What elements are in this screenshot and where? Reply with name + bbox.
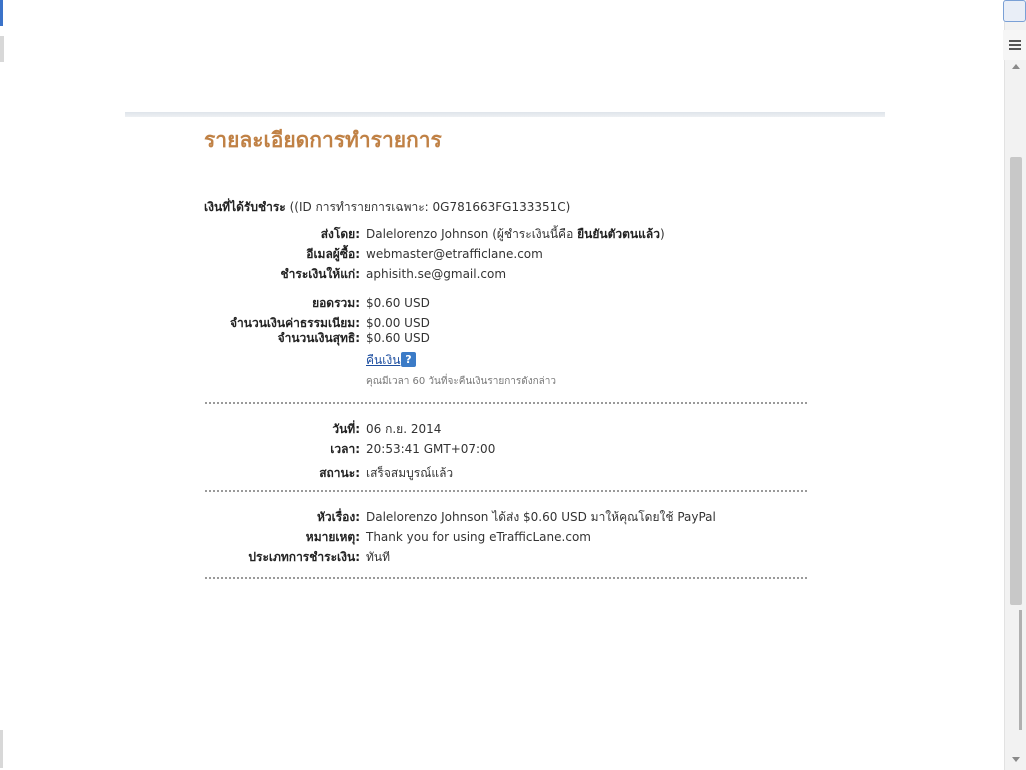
total-label: ยอดรวม:: [312, 296, 360, 310]
hamburger-menu-icon: [1009, 38, 1021, 52]
subject-value: Dalelorenzo Johnson ได้ส่ง $0.60 USD มาให้คุณโดยใช้ PayPal: [366, 510, 716, 524]
page-title: รายละเอียดการทำรายการ: [204, 128, 442, 152]
refund-period-note: คุณมีเวลา 60 วันที่จะคืนเงินรายการดังกล่าว: [366, 376, 557, 387]
time-value: 20:53:41 GMT+07:00: [366, 442, 496, 456]
scrollbar-track-segment: [1019, 610, 1022, 730]
transaction-id: ((ID การทำรายการเฉพาะ: 0G781663FG133351C): [289, 200, 571, 214]
browser-tab-button[interactable]: [1003, 0, 1026, 22]
note-value: Thank you for using eTrafficLane.com: [366, 530, 591, 544]
sender-name: Dalelorenzo Johnson: [366, 227, 489, 241]
time-label: เวลา:: [330, 442, 360, 456]
browser-menu-button[interactable]: [1003, 30, 1026, 60]
subject-label: หัวเรื่อง:: [316, 510, 360, 524]
window-edge-accent: [0, 36, 4, 62]
total-value: $0.60 USD: [366, 296, 430, 310]
buyer-email-label: อีเมลผู้ซื้อ:: [306, 247, 360, 261]
help-question-icon[interactable]: ?: [401, 352, 416, 367]
sender-status-prefix: (ผู้ชำระเงินนี้คือ: [488, 227, 578, 241]
status-label: สถานะ:: [319, 466, 360, 480]
scroll-down-arrow-icon[interactable]: [1012, 757, 1020, 762]
date-label: วันที่:: [332, 422, 360, 436]
window-edge-accent: [0, 0, 3, 26]
sender-status-suffix: ): [659, 227, 665, 241]
fee-value: $0.00 USD: [366, 316, 430, 330]
fee-label: จำนวนเงินค่าธรรมเนียม:: [229, 316, 360, 330]
sender-label: ส่งโดย:: [320, 227, 360, 241]
net-label: จำนวนเงินสุทธิ:: [277, 331, 360, 345]
window-edge-accent: [0, 730, 3, 768]
content-header-bar: [125, 112, 885, 117]
sender-verified-status: ยืนยันตัวตนแล้ว: [577, 227, 660, 241]
refund-link[interactable]: คืนเงิน: [366, 353, 401, 367]
sender-value: [366, 227, 665, 242]
payee-label: ชำระเงินให้แก่:: [280, 267, 360, 281]
status-value: เสร็จสมบูรณ์แล้ว: [366, 466, 454, 480]
payment-type-label: ประเภทการชำระเงิน:: [248, 550, 360, 564]
buyer-email-value: webmaster@etrafficlane.com: [366, 247, 543, 261]
note-label: หมายเหตุ:: [305, 530, 360, 544]
scrollbar-thumb[interactable]: [1010, 157, 1022, 605]
date-value: 06 ก.ย. 2014: [366, 422, 442, 436]
net-value: $0.60 USD: [366, 331, 430, 345]
section-divider: [205, 577, 807, 579]
payee-value: aphisith.se@gmail.com: [366, 267, 507, 281]
section-divider: [205, 490, 807, 492]
payment-received-label: เงินที่ได้รับชำระ: [204, 200, 286, 214]
scroll-up-arrow-icon[interactable]: [1012, 64, 1020, 69]
section-divider: [205, 402, 807, 404]
payment-received-heading: [204, 198, 570, 217]
payment-type-value: ทันที: [366, 550, 391, 564]
